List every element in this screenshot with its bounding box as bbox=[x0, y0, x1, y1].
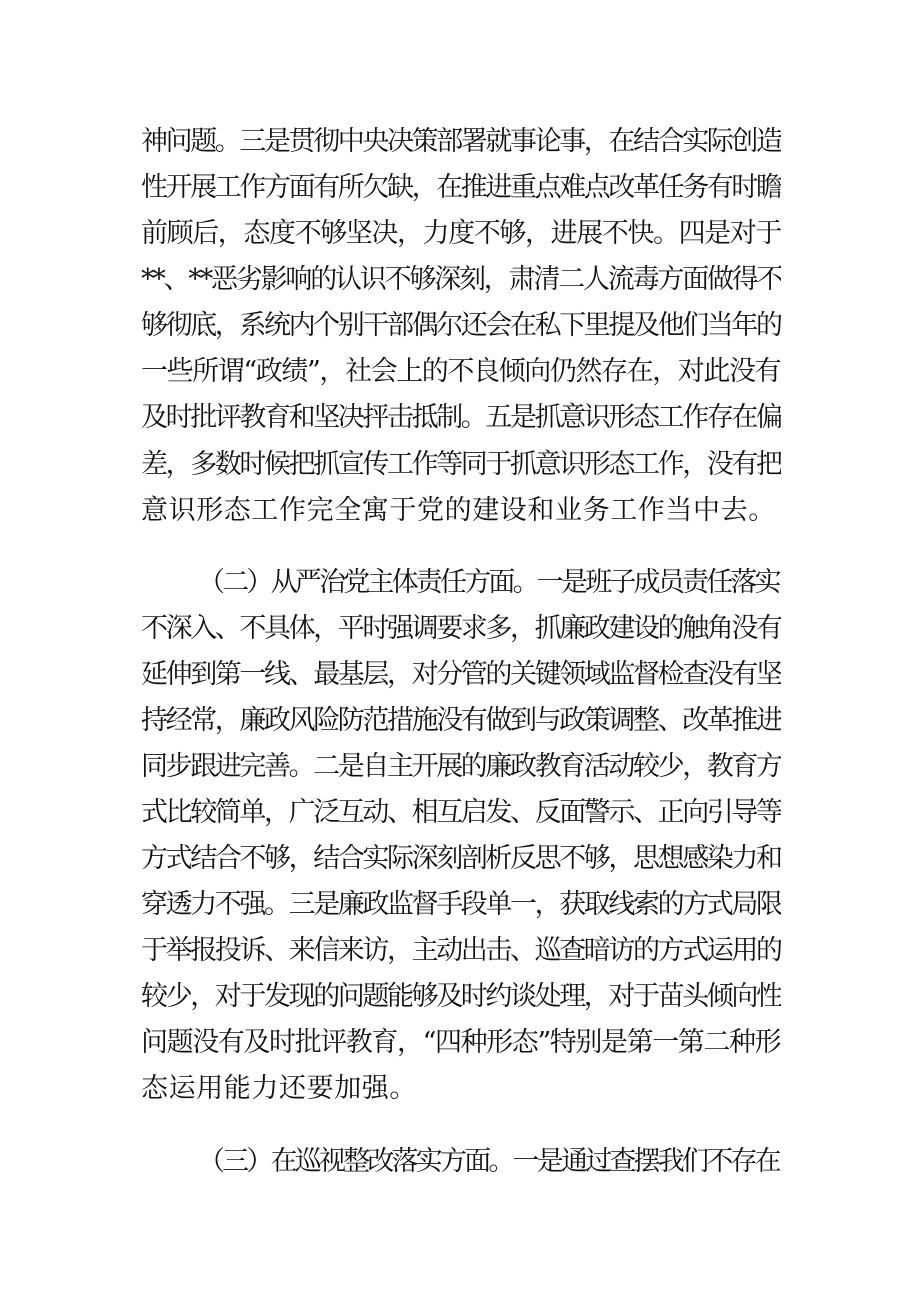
paragraph-1-line-4: **、**恶劣影响的认识不够深刻，肃清二人流毒方面做得不 bbox=[141, 264, 781, 295]
paragraph-3-line-1: （三）在巡视整改落实方面。一是通过查摆我们不存在 bbox=[198, 1146, 779, 1177]
paragraph-2-line-11: 问题没有及时批评教育，“四种形态”特别是第一第二种形 bbox=[141, 1027, 781, 1058]
paragraph-2-line-6: 式比较简单，广泛互动、相互启发、反面警示、正向引导等 bbox=[141, 797, 781, 828]
paragraph-2-line-5: 同步跟进完善。二是自主开展的廉政教育活动较少，教育方 bbox=[141, 751, 781, 782]
paragraph-1-line-1: 神问题。三是贯彻中央决策部署就事论事，在结合实际创造 bbox=[141, 126, 781, 157]
paragraph-1-line-7: 及时批评教育和坚决抨击抵制。五是抓意识形态工作存在偏 bbox=[141, 402, 781, 433]
paragraph-2-line-9: 于举报投诉、来信来访，主动出击、巡查暗访的方式运用的 bbox=[141, 935, 781, 966]
paragraph-1-line-9: 意识形态工作完全寓于党的建设和业务工作当中去。 bbox=[141, 495, 776, 526]
paragraph-2-line-2: 不深入、不具体，平时强调要求多，抓廉政建设的触角没有 bbox=[141, 613, 781, 644]
paragraph-1-line-3: 前顾后，态度不够坚决，力度不够，进展不快。四是对于 bbox=[141, 218, 781, 249]
paragraph-1-line-2: 性开展工作方面有所欠缺，在推进重点难点改革任务有时瞻 bbox=[141, 172, 781, 203]
paragraph-2-line-1: （二）从严治党主体责任方面。一是班子成员责任落实 bbox=[198, 567, 779, 598]
paragraph-2-line-10: 较少，对于发现的问题能够及时约谈处理，对于苗头倾向性 bbox=[141, 981, 781, 1012]
paragraph-1-line-6: 一些所谓“政绩”，社会上的不良倾向仍然存在，对此没有 bbox=[141, 356, 781, 387]
paragraph-2-line-8: 穿透力不强。三是廉政监督手段单一，获取线索的方式局限 bbox=[141, 889, 781, 920]
paragraph-2-line-4: 持经常，廉政风险防范措施没有做到与政策调整、改革推进 bbox=[141, 705, 781, 736]
paragraph-1-line-5: 够彻底，系统内个别干部偶尔还会在私下里提及他们当年的 bbox=[141, 310, 781, 341]
paragraph-2-line-7: 方式结合不够，结合实际深刻剖析反思不够，思想感染力和 bbox=[141, 843, 781, 874]
paragraph-1-line-8: 差，多数时候把抓宣传工作等同于抓意识形态工作，没有把 bbox=[141, 449, 781, 480]
paragraph-2-line-3: 延伸到第一线、最基层，对分管的关键领域监督检查没有坚 bbox=[141, 659, 781, 690]
paragraph-2-line-12: 态运用能力还要加强。 bbox=[141, 1073, 417, 1104]
